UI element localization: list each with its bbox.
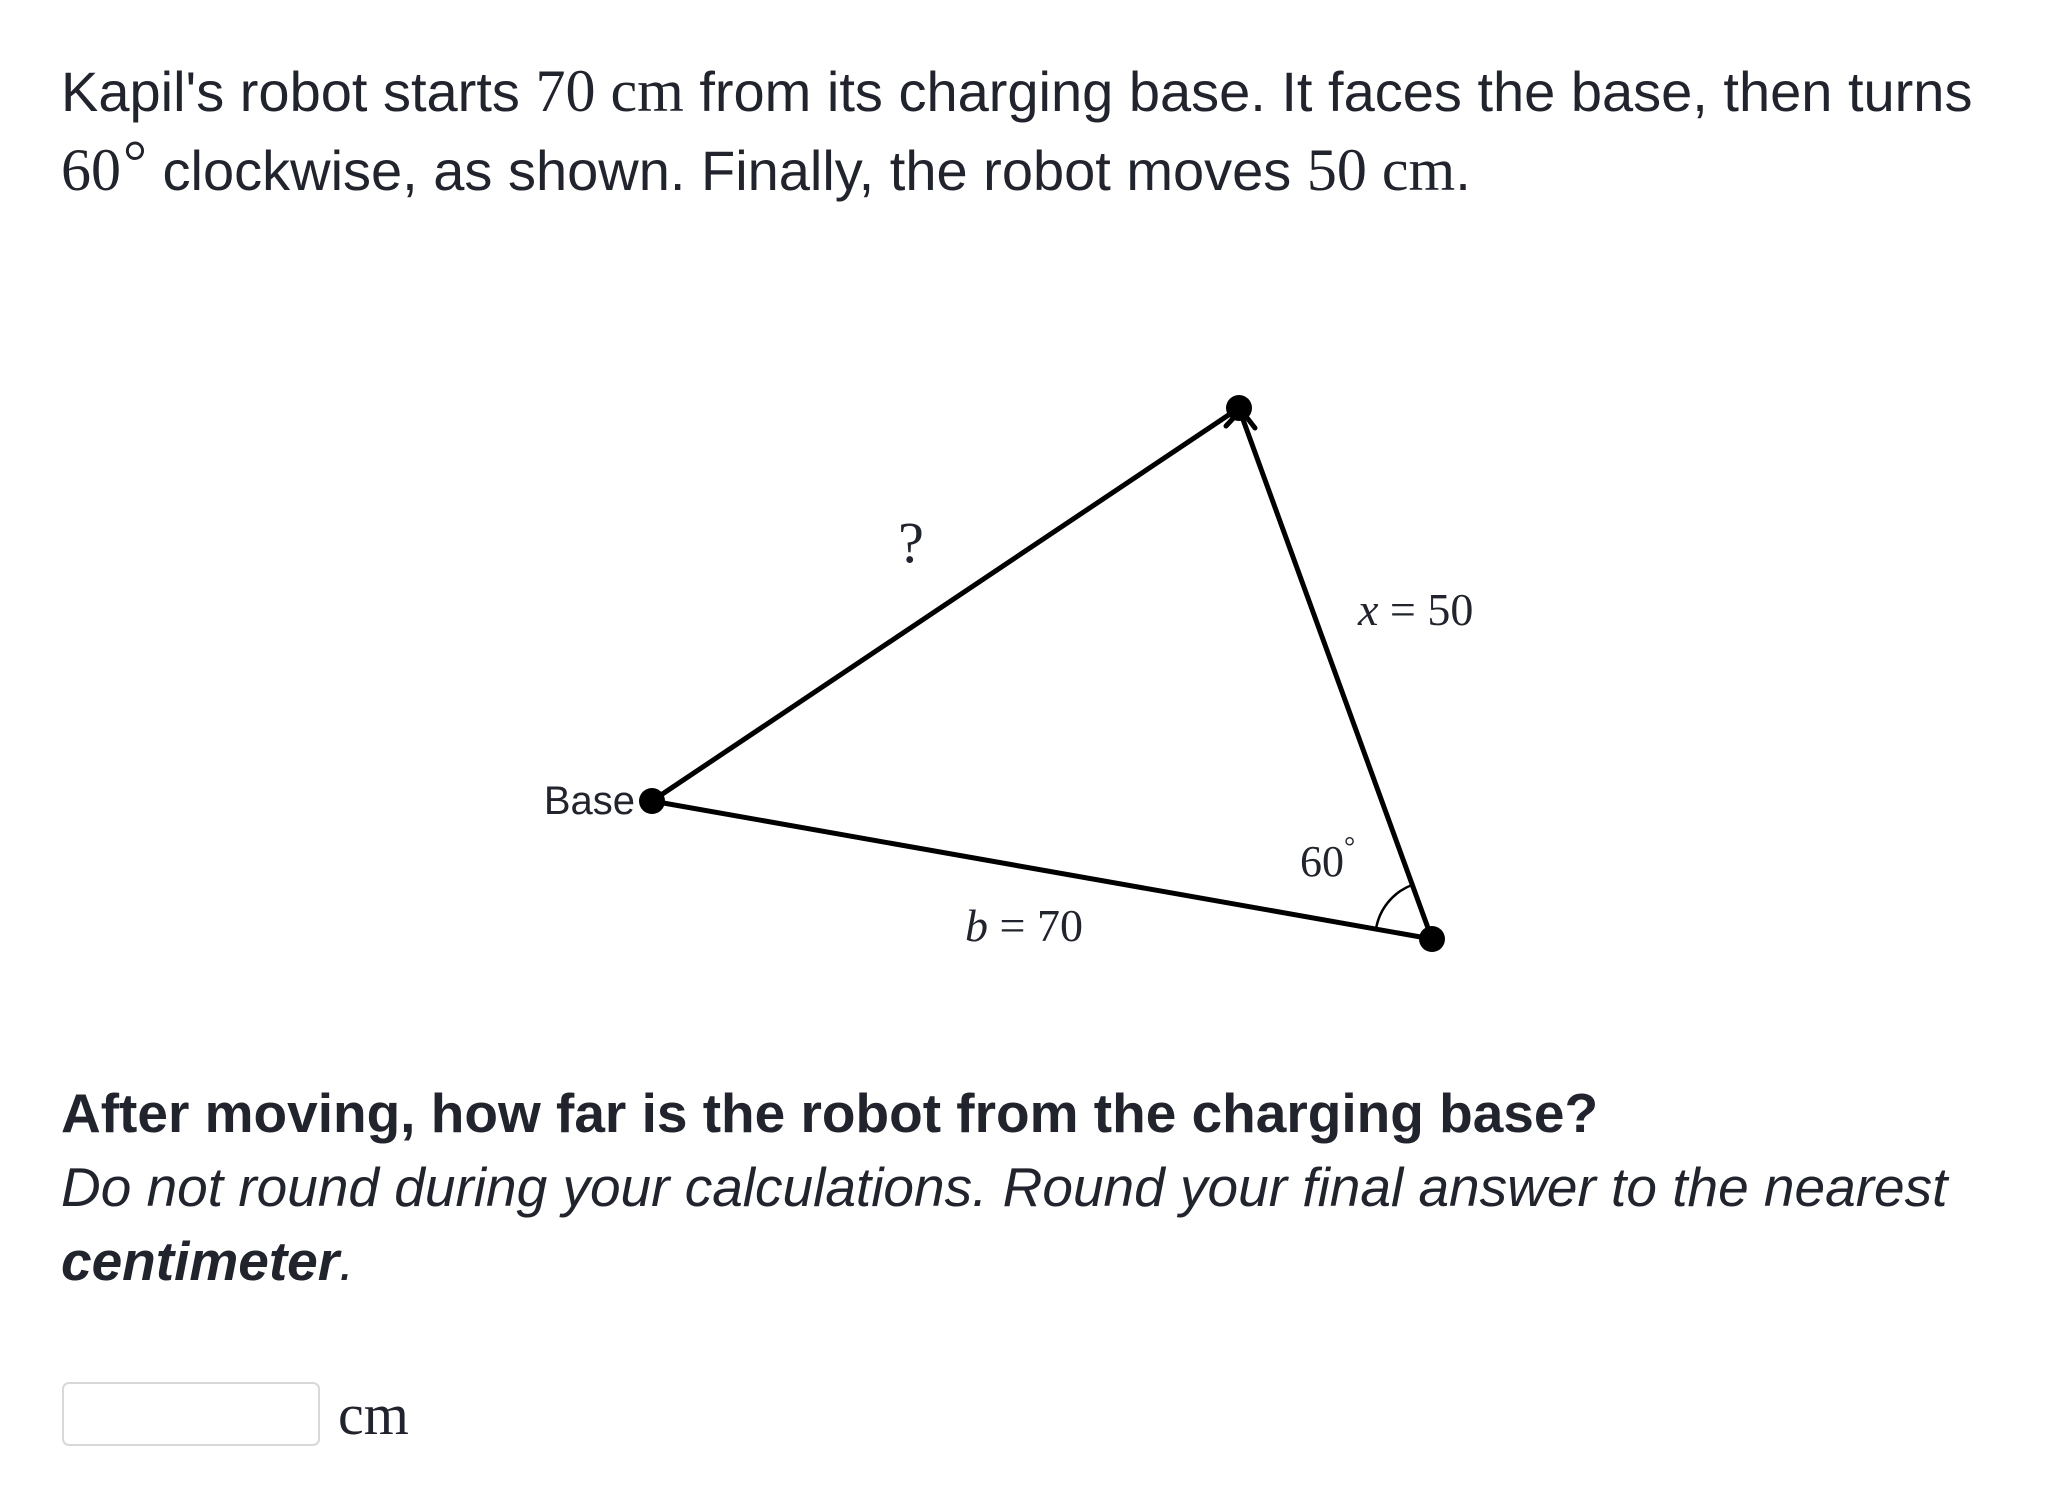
instruction-emphasis: centimeter (61, 1230, 340, 1292)
unknown-side-label: ? (898, 510, 924, 575)
side-b-variable: b (965, 900, 988, 951)
problem-math-distance: 70 cm (535, 58, 684, 124)
answer-input[interactable] (62, 1382, 320, 1446)
angle-label (1300, 832, 1355, 886)
base-vertex (639, 788, 665, 814)
unit-label: cm (338, 1381, 409, 1447)
side-b-label (965, 900, 1083, 951)
turn-vertex (1419, 926, 1445, 952)
instruction-end: . (339, 1230, 355, 1292)
problem-statement (61, 52, 2021, 210)
question-block (61, 1076, 2021, 1298)
problem-text-1: Kapil's robot starts (61, 60, 536, 123)
angle-value: 60 (1300, 837, 1344, 886)
problem-math-angle: 60 (61, 137, 121, 203)
side-unknown (652, 408, 1239, 801)
side-b-value: = 70 (988, 900, 1083, 951)
triangle-diagram (500, 370, 1600, 980)
problem-degree-symbol: ° (123, 129, 147, 195)
answer-row (62, 1379, 409, 1449)
problem-text-4: . (1455, 139, 1471, 202)
side-x-value: = 50 (1378, 584, 1474, 635)
problem-text-3: clockwise, as shown. Finally, the robot moves (147, 139, 1307, 202)
side-x-variable: x (1358, 584, 1379, 635)
base-label: Base (543, 779, 635, 823)
side-x-label (1357, 584, 1473, 635)
problem-text-2: from its charging base. It faces the base, then turns (683, 60, 1973, 123)
question-instruction (61, 1150, 2021, 1298)
instruction-text: Do not round during your calculations. Round your final answer to the nearest (61, 1156, 1948, 1218)
problem-math-move: 50 cm (1306, 137, 1456, 203)
top-vertex (1226, 395, 1252, 421)
question-prompt: After moving, how far is the robot from the charging base? (61, 1082, 1599, 1144)
angle-arc (1376, 885, 1412, 929)
angle-degree-symbol: ° (1344, 832, 1356, 863)
